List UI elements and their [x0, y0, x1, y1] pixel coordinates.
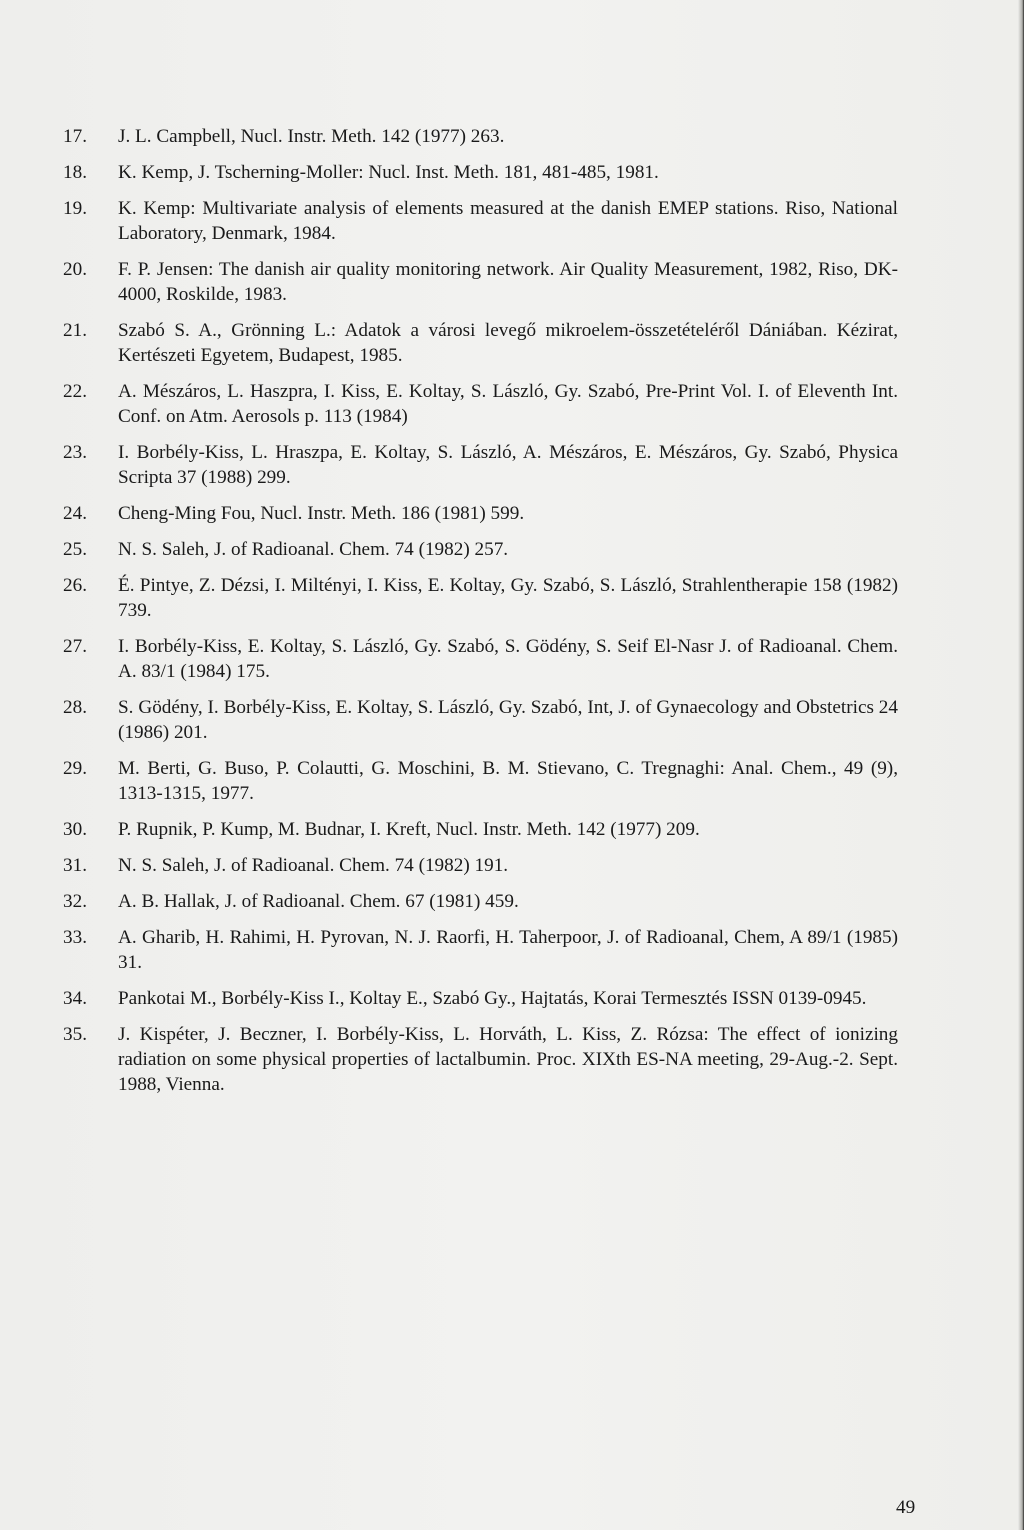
reference-text: Pankotai M., Borbély-Kiss I., Koltay E., Szabó Gy., Hajtatás, Korai Termesztés ISSN 0139-0945.: [118, 988, 867, 1009]
reference-item: [63, 634, 898, 684]
reference-number: 34.: [63, 988, 87, 1009]
reference-number: 31.: [63, 855, 87, 876]
reference-item: [63, 925, 898, 975]
reference-number: 19.: [63, 198, 87, 219]
reference-number: 32.: [63, 891, 87, 912]
reference-number: 23.: [63, 442, 87, 463]
reference-number: 35.: [63, 1024, 87, 1045]
reference-text: M. Berti, G. Buso, P. Colautti, G. Moschini, B. M. Stievano, C. Tregnaghi: Anal. Chem., 49 (9), 1313-1315, 1977.: [118, 758, 898, 804]
page-number: 49: [896, 1497, 916, 1518]
reference-number: 28.: [63, 697, 87, 718]
reference-item: [63, 379, 898, 429]
reference-item: [63, 196, 898, 246]
reference-text: P. Rupnik, P. Kump, M. Budnar, I. Kreft, Nucl. Instr. Meth. 142 (1977) 209.: [118, 819, 700, 840]
reference-number: 27.: [63, 636, 87, 657]
reference-item: [63, 817, 898, 842]
reference-item: [63, 318, 898, 368]
reference-item: [63, 501, 898, 526]
reference-text: N. S. Saleh, J. of Radioanal. Chem. 74 (1982) 257.: [118, 539, 509, 560]
reference-text: A. Gharib, H. Rahimi, H. Pyrovan, N. J. Raorfi, H. Taherpoor, J. of Radioanal, Chem, A 89/1 (1985) 31.: [118, 927, 898, 973]
page-edge-shadow: [1018, 0, 1024, 1530]
reference-number: 22.: [63, 381, 87, 402]
reference-number: 26.: [63, 575, 87, 596]
reference-item: [63, 889, 898, 914]
reference-number: 25.: [63, 539, 87, 560]
reference-item: [63, 573, 898, 623]
reference-list: [63, 124, 898, 1108]
reference-text: K. Kemp: Multivariate analysis of elements measured at the danish EMEP stations. Riso, National Laboratory, Denmark, 1984.: [118, 198, 898, 244]
reference-number: 21.: [63, 320, 87, 341]
reference-item: [63, 537, 898, 562]
reference-item: [63, 756, 898, 806]
reference-item: [63, 986, 898, 1011]
reference-item: [63, 124, 898, 149]
reference-text: A. B. Hallak, J. of Radioanal. Chem. 67 (1981) 459.: [118, 891, 519, 912]
reference-number: 30.: [63, 819, 87, 840]
reference-text: É. Pintye, Z. Dézsi, I. Miltényi, I. Kiss, E. Koltay, Gy. Szabó, S. László, Strahlentherapie 158 (1982) 739.: [118, 575, 898, 621]
reference-item: [63, 695, 898, 745]
reference-text: F. P. Jensen: The danish air quality monitoring network. Air Quality Measurement, 1982, Riso, DK-4000, Roskilde, 1983.: [118, 259, 898, 305]
reference-text: Cheng-Ming Fou, Nucl. Instr. Meth. 186 (1981) 599.: [118, 503, 525, 524]
reference-item: [63, 257, 898, 307]
reference-number: 24.: [63, 503, 87, 524]
reference-item: [63, 853, 898, 878]
reference-text: J. L. Campbell, Nucl. Instr. Meth. 142 (1977) 263.: [118, 126, 505, 147]
reference-text: S. Gödény, I. Borbély-Kiss, E. Koltay, S. László, Gy. Szabó, Int, J. of Gynaecology and Obstetrics 24 (1986) 201.: [118, 697, 898, 743]
reference-item: [63, 160, 898, 185]
reference-text: I. Borbély-Kiss, E. Koltay, S. László, Gy. Szabó, S. Gödény, S. Seif El-Nasr J. of Radioanal. Chem. A. 83/1 (1984) 175.: [118, 636, 898, 682]
reference-text: K. Kemp, J. Tscherning-Moller: Nucl. Inst. Meth. 181, 481-485, 1981.: [118, 162, 659, 183]
reference-item: [63, 440, 898, 490]
reference-number: 18.: [63, 162, 87, 183]
reference-number: 20.: [63, 259, 87, 280]
reference-text: I. Borbély-Kiss, L. Hraszpa, E. Koltay, S. László, A. Mészáros, E. Mészáros, Gy. Szabó, Physica Scripta 37 (1988) 299.: [118, 442, 898, 488]
reference-text: J. Kispéter, J. Beczner, I. Borbély-Kiss, L. Horváth, L. Kiss, Z. Rózsa: The effect of ionizing radiation on some physical properties of lactalbumin. Proc. XIXth ES-NA meeting, 29-Aug.-2. Sept. 1988, Vienna.: [118, 1024, 898, 1095]
reference-number: 33.: [63, 927, 87, 948]
reference-item: [63, 1022, 898, 1097]
reference-number: 17.: [63, 126, 87, 147]
reference-text: Szabó S. A., Grönning L.: Adatok a városi levegő mikroelem-összetételéről Dániában. Kézirat, Kertészeti Egyetem, Budapest, 1985.: [118, 320, 898, 366]
reference-number: 29.: [63, 758, 87, 779]
reference-text: N. S. Saleh, J. of Radioanal. Chem. 74 (1982) 191.: [118, 855, 509, 876]
reference-text: A. Mészáros, L. Haszpra, I. Kiss, E. Koltay, S. László, Gy. Szabó, Pre-Print Vol. I. of Eleventh Int. Conf. on Atm. Aerosols p. 113 (1984): [118, 381, 898, 427]
